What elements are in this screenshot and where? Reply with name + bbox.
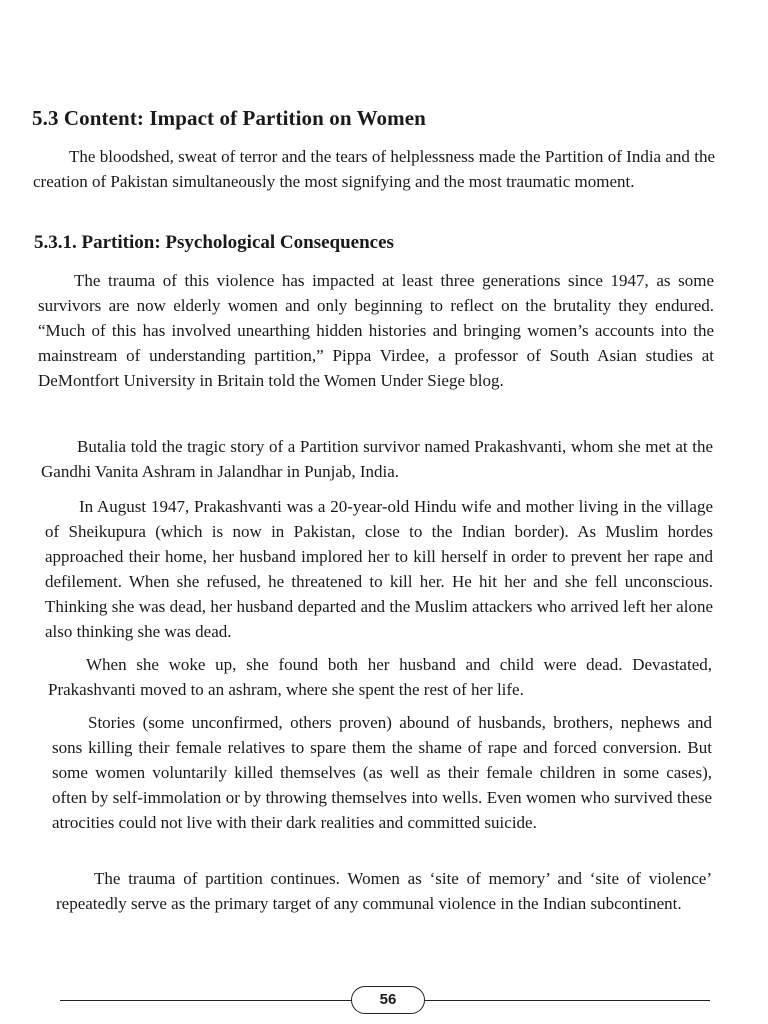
body-paragraph-6: The trauma of partition continues. Women as ‘site of memory’ and ‘site of violence’ repeatedly serve as the primary target of any communal violence in the Indian subcontinent. — [56, 869, 712, 913]
intro-paragraph: The bloodshed, sweat of terror and the tears of helplessness made the Partition of India and the creation of Pakistan simultaneously the most signifying and the most traumatic moment. — [33, 147, 715, 191]
page-number-badge: 56 — [351, 986, 425, 1014]
footer-rule-right — [425, 1000, 710, 1001]
subsection-heading: 5.3.1. Partition: Psychological Consequences — [34, 232, 394, 253]
section-heading: 5.3 Content: Impact of Partition on Women — [32, 106, 426, 130]
footer-rule-left — [60, 1000, 353, 1001]
body-paragraph-2: Butalia told the tragic story of a Partition survivor named Prakashvanti, whom she met at the Gandhi Vanita Ashram in Jalandhar in Punjab, India. — [41, 437, 713, 481]
body-paragraph-1: The trauma of this violence has impacted at least three generations since 1947, as some survivors are now elderly women and only beginning to reflect on the brutality they endured. “Much of this has involved unearthing hidden histories and bringing women’s accounts into the mainstream of understanding partition,” Pippa Virdee, a professor of South Asian studies at DeMontfort University in Britain told the Women Under Siege blog. — [38, 271, 714, 390]
body-paragraph-4: When she woke up, she found both her husband and child were dead. Devastated, Prakashvanti moved to an ashram, where she spent the rest of her life. — [48, 655, 712, 699]
body-paragraph-5: Stories (some unconfirmed, others proven) abound of husbands, brothers, nephews and sons killing their female relatives to spare them the shame of rape and forced conversion. But some women voluntarily killed themselves (as well as their female children in some cases), often by self-immolation or by throwing themselves into wells. Even women who survived these atrocities could not live with their dark realities and committed suicide. — [52, 713, 712, 832]
body-paragraph-3: In August 1947, Prakashvanti was a 20-year-old Hindu wife and mother living in the village of Sheikupura (which is now in Pakistan, close to the Indian border). As Muslim hordes approached their home, her husband implored her to kill herself in order to prevent her rape and defilement. When she refused, he threatened to kill her. He hit her and she fell unconscious. Thinking she was dead, her husband departed and the Muslim attackers who arrived left her alone also thinking she was dead. — [45, 497, 713, 641]
